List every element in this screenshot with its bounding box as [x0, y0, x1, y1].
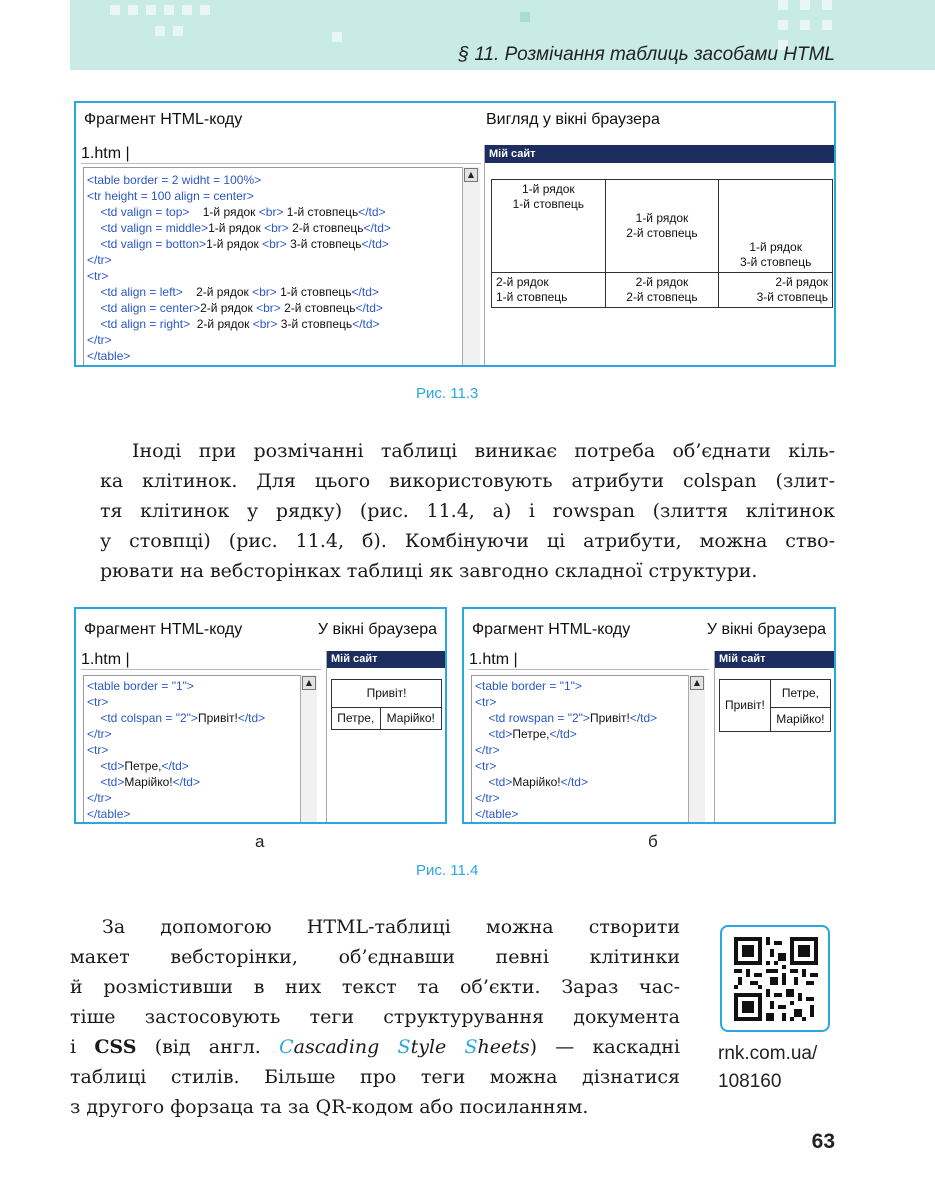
figure-11-4-b [462, 607, 836, 824]
decor-square [164, 5, 174, 15]
figure-caption: Рис. 11.3 [416, 385, 479, 402]
text-line: тіше застосовують теги структурування документа [70, 1006, 680, 1028]
text-line: з другого форзаца та за QR-кодом або посиланням. [70, 1096, 589, 1118]
code-line: <tr> [87, 269, 109, 283]
code-line: </table> [87, 807, 131, 821]
figure-caption: Рис. 11.4 [416, 862, 479, 879]
code-scrollbar[interactable] [688, 675, 705, 823]
code-scrollbar[interactable] [462, 167, 480, 367]
code-line: <td>Петре,</td> [100, 759, 189, 773]
code-line: <table border = "1"> [475, 679, 582, 693]
code-line: <tr> [475, 695, 497, 709]
browser-panel-heading: Вигляд у вікні браузера [486, 111, 660, 128]
table-cell: 2-й рядок 2-й стовпець [605, 273, 719, 308]
text-line: тя клітинок у рядку) (рис. 11.4, а) і rowspan (злиття клітинок [100, 500, 835, 522]
decor-square [520, 12, 530, 22]
code-line: </table> [87, 349, 131, 363]
code-editor[interactable] [83, 675, 316, 823]
browser-panel-heading: У вікні браузера [706, 621, 826, 638]
file-tab[interactable]: 1.htm | [469, 651, 709, 670]
browser-title-bar: Мій сайт [715, 651, 836, 668]
demo-table [491, 179, 833, 308]
code-line: <td>Марійко!</td> [100, 775, 200, 789]
text-line: й розмістивши в них текст та об’єкти. Зараз час- [70, 976, 680, 998]
decor-square [146, 5, 156, 15]
table-row [332, 708, 442, 730]
subfigure-label: а [255, 832, 265, 851]
qr-code[interactable] [720, 925, 830, 1032]
code-line: <td rowspan = "2">Привіт!</td> [488, 711, 658, 725]
scroll-up-icon[interactable]: ▲ [302, 676, 316, 690]
table-cell: Марійко! [770, 708, 830, 732]
decor-square [800, 20, 810, 30]
code-line: </table> [475, 807, 519, 821]
table-cell: 1-й рядок 1-й стовпець [492, 180, 606, 273]
code-panel-heading: Фрагмент HTML-коду [84, 621, 243, 638]
decor-square [173, 26, 183, 36]
decor-square [822, 20, 832, 30]
code-line: </tr> [475, 743, 500, 757]
code-line: </tr> [87, 791, 112, 805]
browser-title-bar: Мій сайт [485, 145, 836, 163]
text-line: таблиці стилів. Більше про теги можна дізнатися [70, 1066, 680, 1088]
browser-panel-heading: У вікні браузера [317, 621, 437, 638]
code-panel-heading: Фрагмент HTML-коду [84, 111, 243, 128]
scroll-up-icon[interactable]: ▲ [464, 168, 478, 182]
code-editor[interactable] [83, 167, 470, 367]
code-line: </tr> [87, 727, 112, 741]
code-line: <td align = left> 2-й рядок <br> 1-й стовпець</td> [100, 285, 379, 299]
code-line: <tr> [475, 759, 497, 773]
text-line: Іноді при розмічанні таблиці виникає потреба об’єднати кіль- [132, 440, 835, 462]
decor-square [182, 5, 192, 15]
scroll-up-icon[interactable]: ▲ [690, 676, 704, 690]
demo-table [331, 679, 442, 730]
file-tab[interactable]: 1.htm | [81, 145, 481, 164]
code-line: <td valign = middle>1-й рядок <br> 2-й стовпець</td> [100, 221, 391, 235]
code-line: </tr> [87, 253, 112, 267]
code-panel-heading: Фрагмент HTML-коду [472, 621, 631, 638]
file-tab[interactable]: 1.htm | [81, 651, 321, 670]
decor-square [822, 0, 832, 10]
text-line: За допомогою HTML-таблиці можна створити [102, 916, 680, 938]
decor-square [800, 0, 810, 10]
table-cell: Петре, [770, 680, 830, 708]
decor-square [110, 5, 120, 15]
table-row [332, 680, 442, 708]
table-row [492, 273, 833, 308]
code-line: <tr> [87, 695, 109, 709]
browser-view [484, 145, 836, 367]
code-line: </tr> [475, 791, 500, 805]
figure-11-4-a [74, 607, 447, 824]
code-line: <td colspan = "2">Привіт!</td> [100, 711, 266, 725]
table-cell: 2-й рядок 1-й стовпець [492, 273, 606, 308]
browser-view [326, 651, 447, 823]
code-line: <tr> [87, 743, 109, 757]
table-row [720, 680, 831, 708]
paragraph-1 [100, 436, 835, 586]
text-line: макет вебсторінки, об’єднавши певні клітинки [70, 946, 680, 968]
text-line: рювати на вебсторінках таблиці як завгодно складної структури. [100, 560, 758, 582]
qr-code-icon [734, 937, 818, 1021]
code-line: <td valign = top> 1-й рядок <br> 1-й стовпець</td> [100, 205, 386, 219]
text-line: у стовпці) (рис. 11.4, б). Комбінуючи ці атрибути, можна ство- [100, 530, 835, 552]
table-cell: Марійко! [380, 708, 441, 730]
text-line: і CSS (від англ. Cascading Style Sheets) — каскадні [70, 1036, 681, 1058]
decor-square [128, 5, 138, 15]
code-line: <td align = right> 2-й рядок <br> 3-й стовпець</td> [100, 317, 380, 331]
decor-square [778, 20, 788, 30]
table-cell: Привіт! [720, 680, 771, 732]
code-line: <td valign = botton>1-й рядок <br> 3-й стовпець</td> [100, 237, 389, 251]
browser-title-bar: Мій сайт [327, 651, 447, 668]
code-line: <tr height = 100 align = center> [87, 189, 254, 203]
code-line: <td>Марійко!</td> [488, 775, 588, 789]
table-cell: 1-й рядок 2-й стовпець [605, 180, 719, 273]
qr-link-line: 108160 [718, 1071, 782, 1092]
running-head: § 11. Розмічання таблиць засобами HTML [458, 44, 835, 65]
paragraph-2 [70, 912, 680, 1122]
browser-view [714, 651, 836, 823]
code-line: <td align = center>2-й рядок <br> 2-й стовпець</td> [100, 301, 383, 315]
table-cell: Привіт! [332, 680, 442, 708]
code-editor[interactable] [471, 675, 704, 823]
qr-link[interactable] [718, 1040, 817, 1096]
figure-11-3 [74, 101, 836, 367]
table-cell: 1-й рядок 3-й стовпець [719, 180, 833, 273]
table-row [492, 180, 833, 273]
qr-link-line: rnk.com.ua/ [718, 1043, 818, 1064]
code-scrollbar[interactable] [300, 675, 317, 823]
decor-square [778, 0, 788, 10]
table-cell: Петре, [332, 708, 381, 730]
decor-square [200, 5, 210, 15]
code-line: <table border = 2 widht = 100%> [87, 173, 262, 187]
code-line: <td>Петре,</td> [488, 727, 577, 741]
code-lines [84, 168, 470, 364]
code-line: <table border = "1"> [87, 679, 194, 693]
table-cell: 2-й рядок 3-й стовпець [719, 273, 833, 308]
page-number: 63 [811, 1130, 835, 1153]
code-line: </tr> [87, 333, 112, 347]
text-line: ка клітинок. Для цього використовують атрибути colspan (злит- [100, 470, 835, 492]
decor-square [332, 32, 342, 42]
demo-table [719, 679, 831, 732]
subfigure-label: б [648, 832, 658, 851]
decor-square [155, 26, 165, 36]
